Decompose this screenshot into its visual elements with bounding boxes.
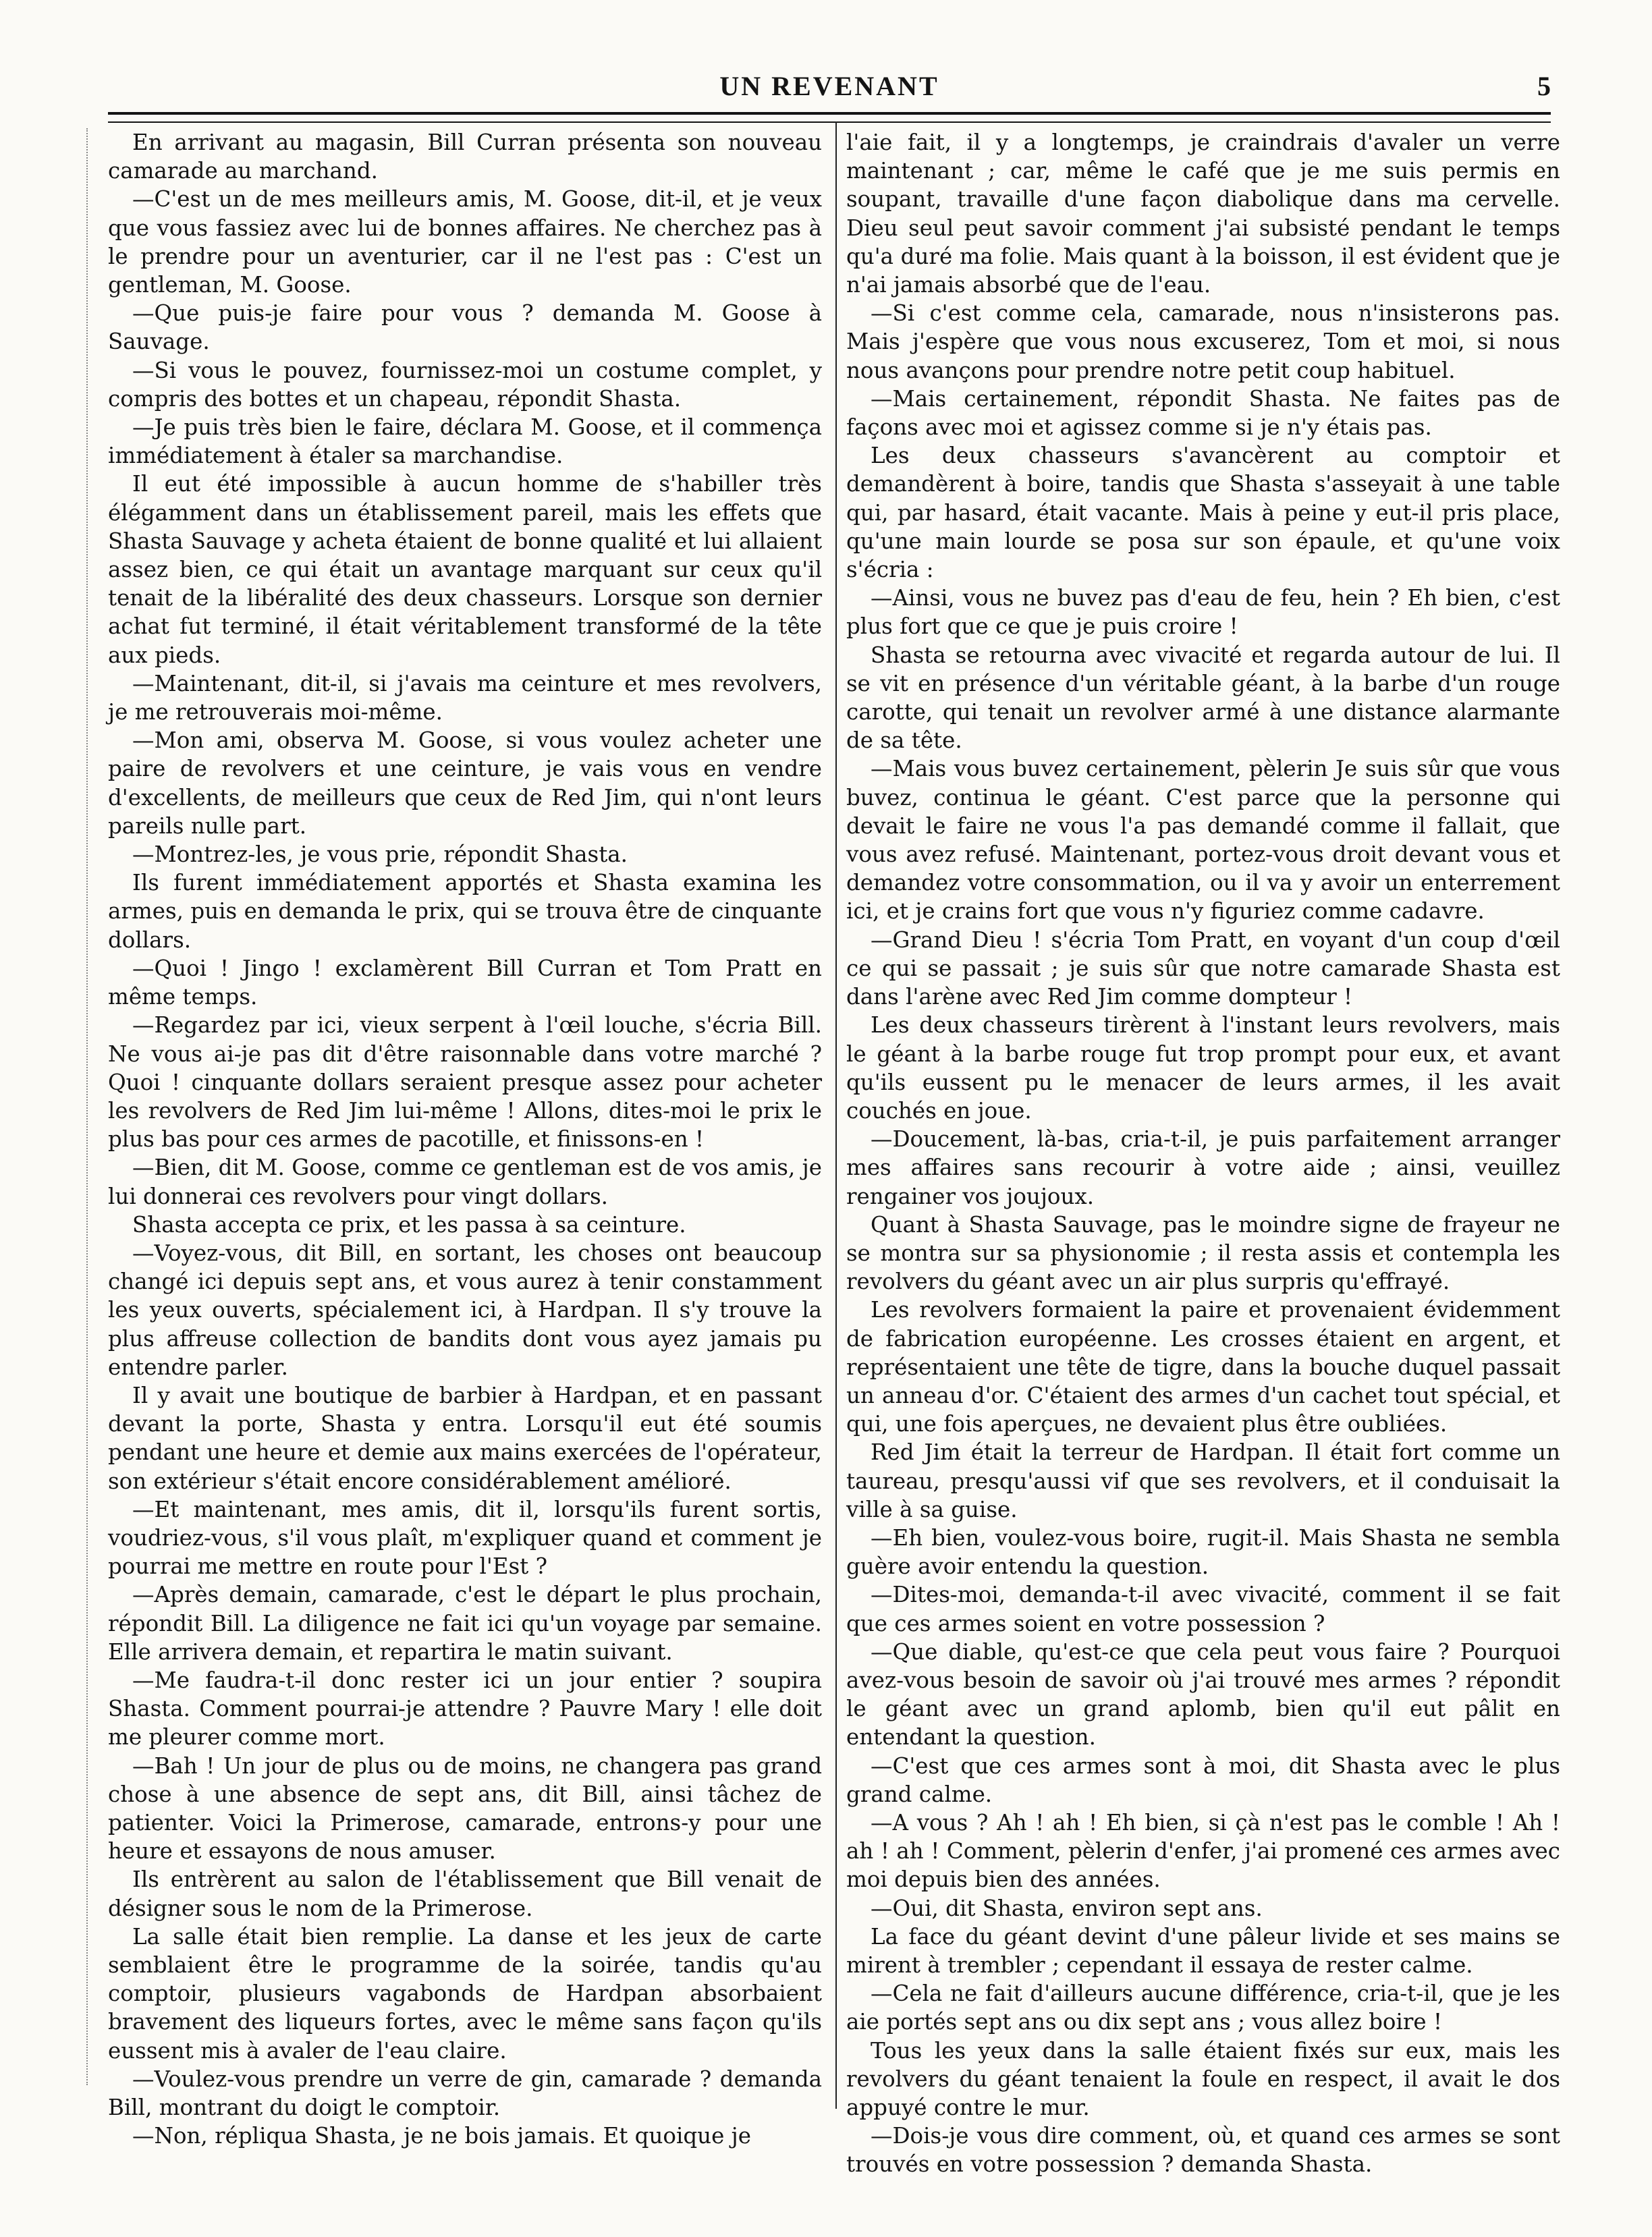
paragraph: Il y avait une boutique de barbier à Hardpan, et en passant devant la porte, Shasta y entra. Lorsqu'il eut été soumis pendant une heure et demie aux mains exercées de l'opérateur, son extérieur s'était encore considérablement amélioré. (108, 1382, 822, 1494)
paragraph: —A vous ? Ah ! ah ! Eh bien, si çà n'est pas le comble ! Ah ! ah ! ah ! Comment, pèlerin d'enfer, j'ai promené ces armes avec moi depuis bien des années. (846, 1809, 1560, 1893)
paragraph: —Me faudra-t-il donc rester ici un jour entier ? soupira Shasta. Comment pourrai-je attendre ? Pauvre Mary ! elle doit me pleurer comme mort. (108, 1667, 822, 1750)
paragraph: Il eut été impossible à aucun homme de s'habiller très élégamment dans un établissement pareil, mais les effets que Shasta Sauvage y acheta étaient de bonne qualité et lui allaient assez bien, ce qui était un avantage marquant sur ceux qu'il tenait de la libéralité des deux chasseurs. Lorsque son dernier achat fut terminé, il était véritablement transformé de la tête aux pieds. (108, 471, 822, 668)
paragraph: Quant à Shasta Sauvage, pas le moindre signe de frayeur ne se montra sur sa physionomie ; il resta assis et contempla les revolvers du géant avec un air plus surpris qu'effrayé. (846, 1211, 1560, 1295)
paragraph: —C'est que ces armes sont à moi, dit Shasta avec le plus grand calme. (846, 1752, 1560, 1807)
header-rule (108, 112, 1551, 123)
paragraph: l'aie fait, il y a longtemps, je craindrais d'avaler un verre maintenant ; car, même le café que je me suis permis en soupant, travaille d'une façon diabolique dans ma cervelle. Dieu seul peut savoir comment j'ai subsisté pendant le temps qu'a duré ma folie. Mais quant à la boisson, il est évident que je n'ai jamais absorbé que de l'eau. (846, 130, 1560, 298)
paragraph: —Cela ne fait d'ailleurs aucune différence, cria-t-il, que je les aie portés sept ans ou dix sept ans ; vous allez boire ! (846, 1981, 1560, 2035)
margin-artifacts (86, 128, 101, 2085)
paragraph: —Bien, dit M. Goose, comme ce gentleman est de vos amis, je lui donnerai ces revolvers pour vingt dollars. (108, 1155, 822, 1209)
paragraph: —Bah ! Un jour de plus ou de moins, ne changera pas grand chose à une absence de sept ans, dit Bill, ainsi tâchez de patienter. Voici la Primerose, camarade, entrons-y pour une heure et essayons de nous amuser. (108, 1752, 822, 1865)
page-number: 5 (1537, 71, 1551, 101)
paragraph: Les deux chasseurs tirèrent à l'instant leurs revolvers, mais le géant à la barbe rouge fut trop prompt pour eux, et avant qu'ils eussent pu le menacer de leurs armes, il les avait couchés en joue. (846, 1012, 1560, 1124)
paragraph: —Voulez-vous prendre un verre de gin, camarade ? demanda Bill, montrant du doigt le comptoir. (108, 2066, 822, 2121)
paragraph: —Voyez-vous, dit Bill, en sortant, les choses ont beaucoup changé ici depuis sept ans, et vous aurez à tenir constamment les yeux ouverts, spécialement ici, à Hardpan. Il s'y trouve la plus affreuse collection de bandits dont vous ayez jamais pu entendre parler. (108, 1240, 822, 1380)
paragraph: —Mais vous buvez certainement, pèlerin Je suis sûr que vous buvez, continua le géant. C'est parce que la personne qui devait le faire ne vous l'a pas demandé comme il fallait, que vous avez refusé. Maintenant, portez-vous droit devant vous et demandez votre consommation, ou il va y avoir un enterrement ici, et je crains fort que vous n'y figuriez comme cadavre. (846, 756, 1560, 924)
paragraph: —Mon ami, observa M. Goose, si vous voulez acheter une paire de revolvers et une ceinture, je vais vous en vendre d'excellents, de meilleurs que ceux de Red Jim, qui n'ont leurs pareils nulle part. (108, 727, 822, 839)
paragraph: —Si vous le pouvez, fournissez-moi un costume complet, y compris des bottes et un chapeau, répondit Shasta. (108, 357, 822, 412)
paragraph: La salle était bien remplie. La danse et les jeux de carte semblaient être le programme de la soirée, tandis qu'au comptoir, plusieurs vagabonds de Hardpan absorbaient bravement des liqueurs fortes, avec le même sans façon qu'ils eussent mis à avaler de l'eau claire. (108, 1923, 822, 2064)
page-header (108, 70, 1551, 111)
column-divider (835, 121, 837, 2109)
paragraph: —Après demain, camarade, c'est le départ le plus prochain, répondit Bill. La diligence ne fait ici qu'un voyage par semaine. Elle arrivera demain, et repartira le matin suivant. (108, 1582, 822, 1665)
paragraph: —Je puis très bien le faire, déclara M. Goose, et il commença immédiatement à étaler sa marchandise. (108, 414, 822, 469)
paragraph: —Maintenant, dit-il, si j'avais ma ceinture et mes revolvers, je me retrouverais moi-même. (108, 670, 822, 725)
paragraph: La face du géant devint d'une pâleur livide et ses mains se mirent à trembler ; cependant il essaya de rester calme. (846, 1923, 1560, 1978)
paragraph: —Grand Dieu ! s'écria Tom Pratt, en voyant d'un coup d'œil ce qui se passait ; je suis sûr que notre camarade Shasta est dans l'arène avec Red Jim comme dompteur ! (846, 927, 1560, 1010)
paragraph: Ils entrèrent au salon de l'établissement que Bill venait de désigner sous le nom de la Primerose. (108, 1867, 822, 1921)
paragraph: —Ainsi, vous ne buvez pas d'eau de feu, hein ? Eh bien, c'est plus fort que ce que je puis croire ! (846, 585, 1560, 640)
paragraph: —Doucement, là-bas, cria-t-il, je puis parfaitement arranger mes affaires sans recourir à votre aide ; ainsi, veuillez rengainer vos joujoux. (846, 1126, 1560, 1209)
running-title: UN REVENANT (719, 71, 939, 101)
paragraph: —Dois-je vous dire comment, où, et quand ces armes se sont trouvés en votre possession ? demanda Shasta. (846, 2123, 1560, 2178)
paragraph: —Que puis-je faire pour vous ? demanda M. Goose à Sauvage. (108, 300, 822, 355)
paragraph: Shasta accepta ce prix, et les passa à sa ceinture. (132, 1211, 686, 1238)
paragraph: —Quoi ! Jingo ! exclamèrent Bill Curran et Tom Pratt en même temps. (108, 955, 822, 1010)
paragraph: —Regardez par ici, vieux serpent à l'œil louche, s'écria Bill. Ne vous ai-je pas dit d'être raisonnable dans votre marché ? Quoi ! cinquante dollars seraient presque assez pour acheter les revolvers de Red Jim lui-même ! Allons, dites-moi le prix le plus bas pour ces armes de pacotille, et finissons-en ! (108, 1012, 822, 1153)
paragraph: —Et maintenant, mes amis, dit il, lorsqu'ils furent sortis, voudriez-vous, s'il vous plaît, m'expliquer quand et comment je pourrai me mettre en route pour l'Est ? (108, 1496, 822, 1580)
paragraph: Shasta se retourna avec vivacité et regarda autour de lui. Il se vit en présence d'un véritable géant, à la barbe d'un rouge carotte, qui tenait un revolver armé à une distance alarmante de sa tête. (846, 642, 1560, 754)
paragraph: —Mais certainement, répondit Shasta. Ne faites pas de façons avec moi et agissez comme si je n'y étais pas. (846, 385, 1560, 441)
paragraph: Les deux chasseurs s'avancèrent au comptoir et demandèrent à boire, tandis que Shasta s'asseyait à une table qui, par hasard, était vacante. Mais à peine y eut-il pris place, qu'une main lourde se posa sur son épaule, et qu'une voix s'écria : (846, 443, 1560, 583)
paragraph: Les revolvers formaient la paire et provenaient évidemment de fabrication européenne. Les crosses étaient en argent, et représentaient une tête de tigre, dans la bouche duquel passait un anneau d'or. C'étaient des armes d'un cachet tout spécial, et qui, une fois aperçues, ne devaient plus être oubliées. (846, 1297, 1560, 1437)
paragraph: Ils furent immédiatement apportés et Shasta examina les armes, puis en demanda le prix, qui se trouva être de cinquante dollars. (108, 870, 822, 953)
paragraph: —Montrez-les, je vous prie, répondit Shasta. (132, 841, 628, 868)
paragraph: —C'est un de mes meilleurs amis, M. Goose, dit-il, et je veux que vous fassiez avec lui de bonnes affaires. Ne cherchez pas à le prendre pour un aventurier, car il ne l'est pas : C'est un gentleman, M. Goose. (108, 186, 822, 298)
paragraph: —Oui, dit Shasta, environ sept ans. (871, 1895, 1263, 1921)
paragraph: —Non, répliqua Shasta, je ne bois jamais. Et quoique je (132, 2123, 751, 2149)
paragraph: —Que diable, qu'est-ce que cela peut vous faire ? Pourquoi avez-vous besoin de savoir où j'ai trouvé mes armes ? répondit le géant avec un grand aplomb, bien qu'il eut pâlit en entendant la question. (846, 1638, 1560, 1750)
paragraph: Red Jim était la terreur de Hardpan. Il était fort comme un taureau, presqu'aussi vif que ses revolvers, et il conduisait la ville à sa guise. (846, 1439, 1560, 1522)
right-column (846, 128, 1560, 2179)
left-column (108, 128, 822, 2150)
paragraph: —Si c'est comme cela, camarade, nous n'insisterons pas. Mais j'espère que vous nous excuserez, Tom et moi, si nous nous avançons pour prendre notre petit coup habituel. (846, 300, 1560, 383)
paragraph: —Eh bien, voulez-vous boire, rugit-il. Mais Shasta ne sembla guère avoir entendu la question. (846, 1524, 1560, 1580)
paragraph: —Dites-moi, demanda-t-il avec vivacité, comment il se fait que ces armes soient en votre possession ? (846, 1582, 1560, 1636)
paragraph: En arrivant au magasin, Bill Curran présenta son nouveau camarade au marchand. (108, 130, 822, 184)
paragraph: Tous les yeux dans la salle étaient fixés sur eux, mais les revolvers du géant tenaient la foule en respect, il avait le dos appuyé contre le mur. (846, 2037, 1560, 2121)
